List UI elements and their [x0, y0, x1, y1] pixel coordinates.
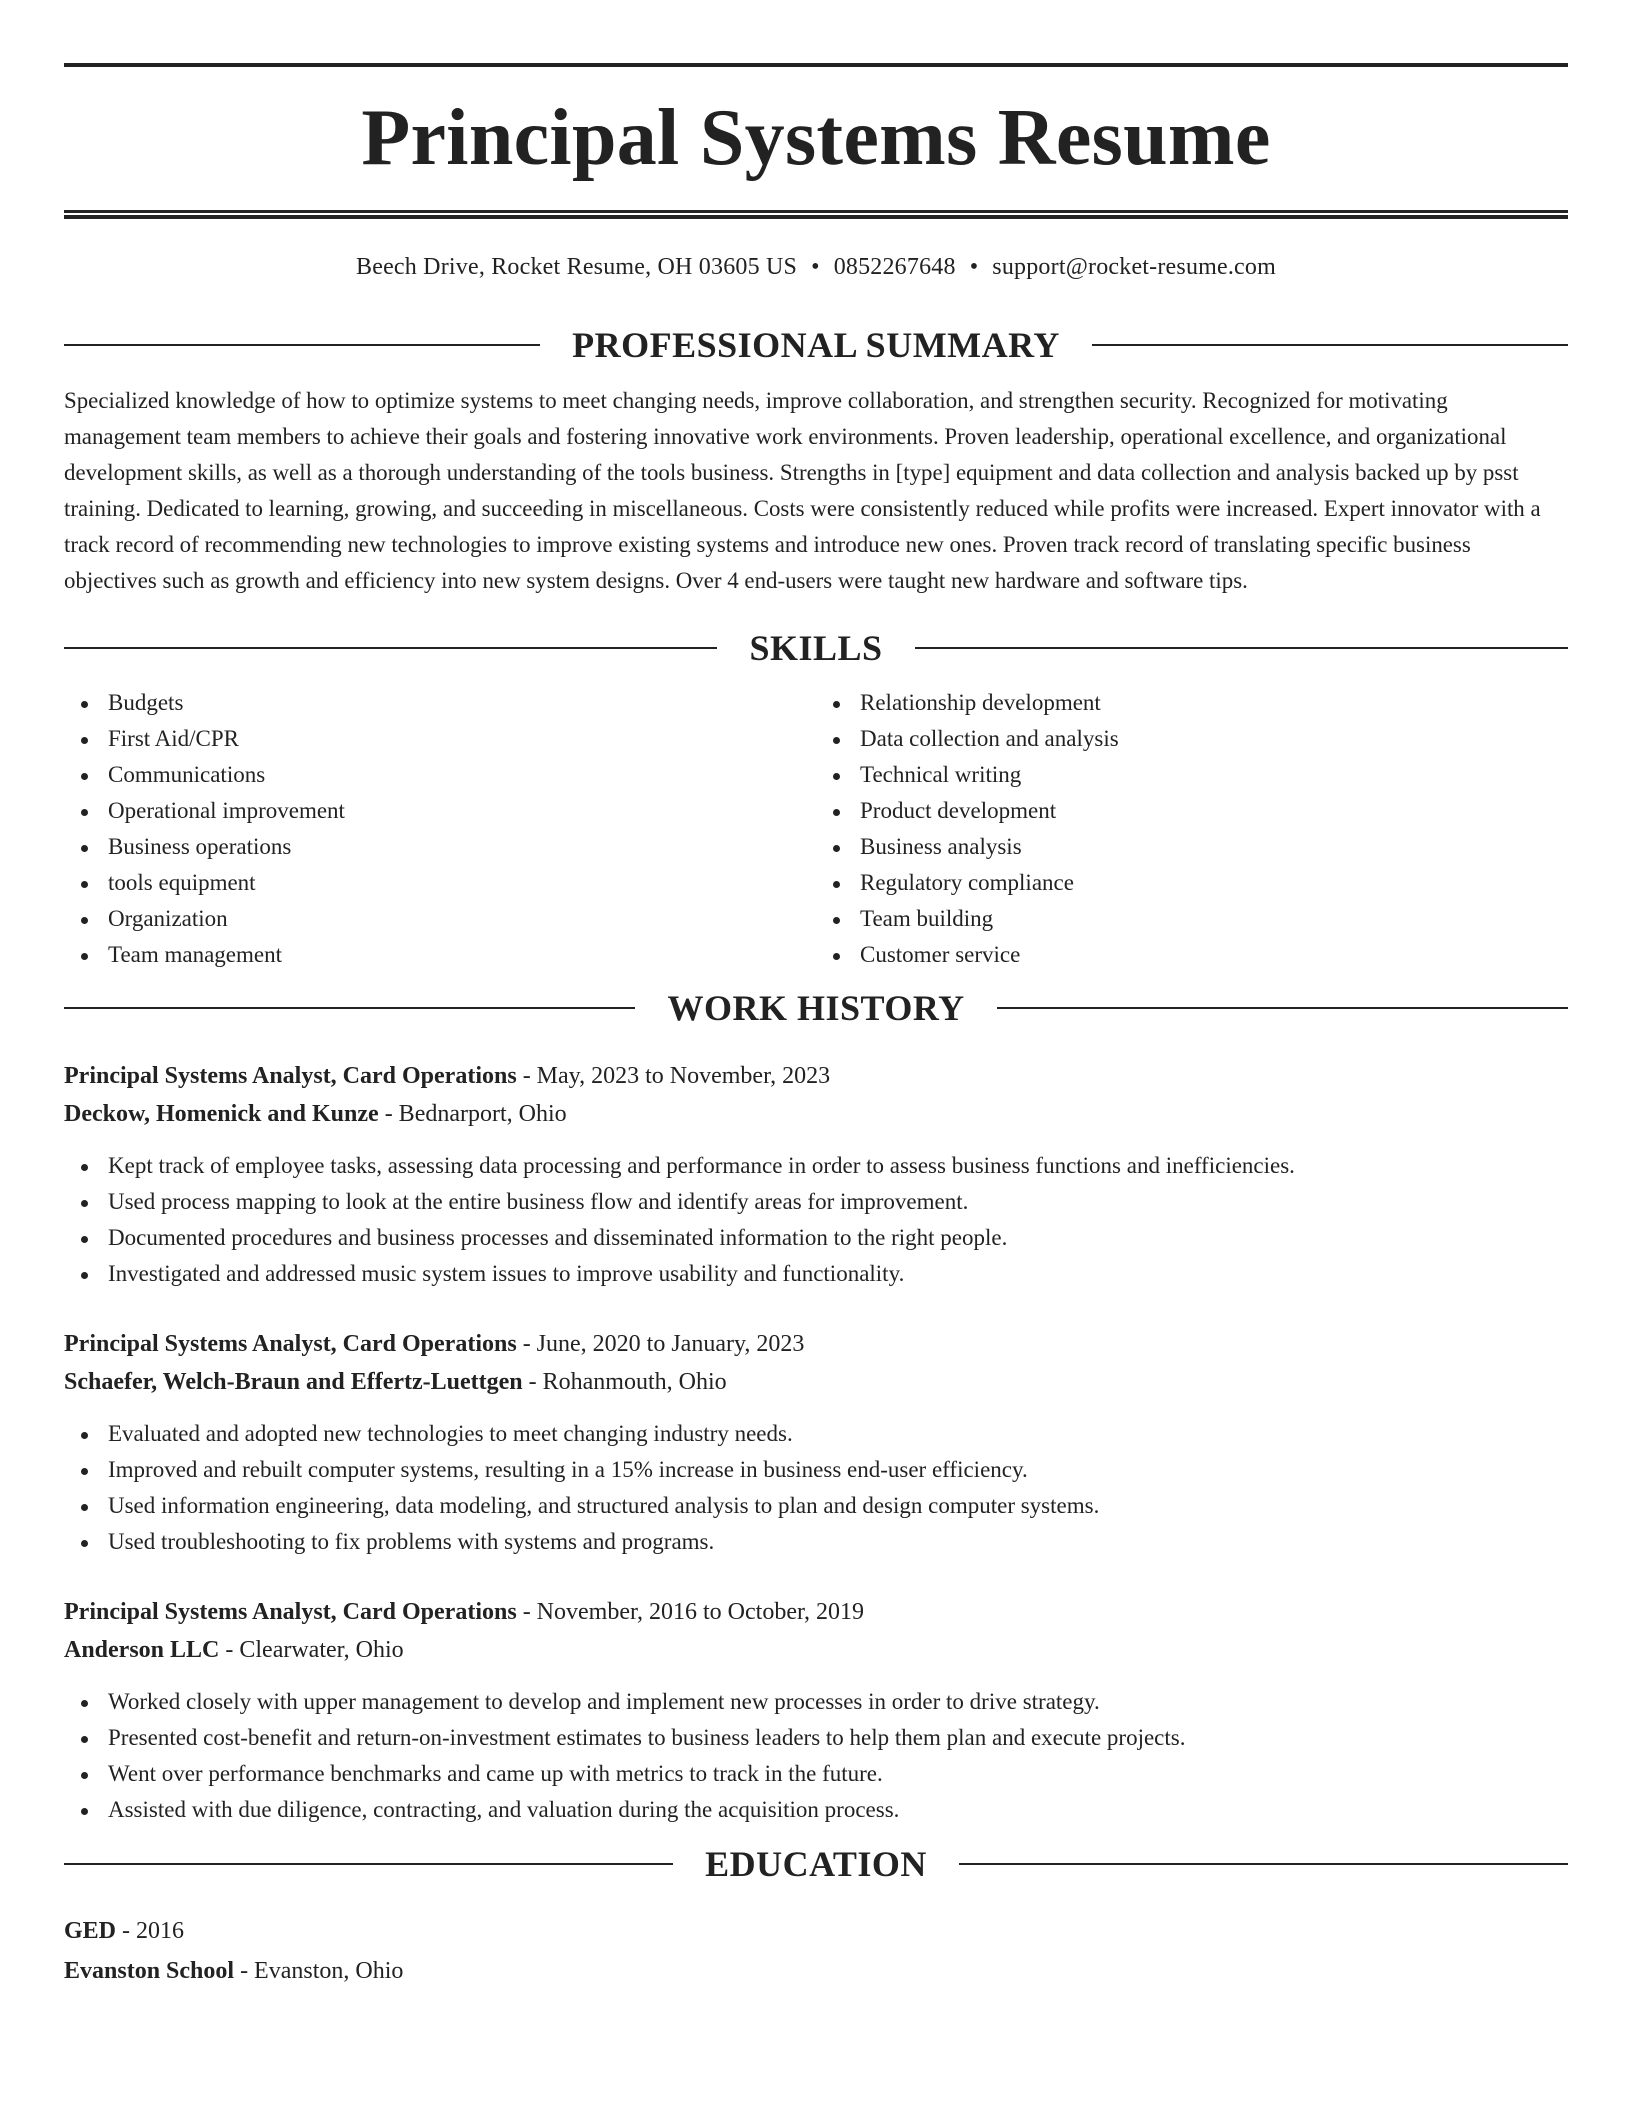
job-bullet: Used information engineering, data modeling, and structured analysis to plan and design computer systems.	[64, 1488, 1568, 1524]
job-entry	[64, 1325, 1568, 1560]
contact-separator: •	[811, 254, 820, 280]
skills-heading-text: SKILLS	[749, 628, 883, 668]
summary-text: Specialized knowledge of how to optimize systems to meet changing needs, improve collaboration, and strengthen security. Recognized for motivating management team members to achieve their goals and fostering innovative work environments. Proven leadership, operational excellence, and organizational development skills, as well as a thorough understanding of the tools business. Strengths in [type] equipment and data collection and analysis backed up by psst training. Dedicated to learning, growing, and succeeding in miscellaneous. Costs were consistently reduced while profits were increased. Expert innovator with a track record of recommending new technologies to improve existing systems and introduce new ones. Proven track record of translating specific business objectives such as growth and efficiency into new system designs. Over 4 end-users were taught new hardware and software tips.	[64, 388, 1541, 593]
job-company-line	[64, 1095, 1568, 1133]
job-location: - Rohanmouth, Ohio	[522, 1369, 727, 1395]
skill-item: tools equipment	[64, 865, 816, 901]
job-company: Deckow, Homenick and Kunze	[64, 1101, 379, 1127]
title-double-rule	[64, 210, 1568, 219]
skill-item: Relationship development	[816, 685, 1568, 721]
job-bullet: Worked closely with upper management to develop and implement new processes in order to drive strategy.	[64, 1684, 1568, 1720]
summary-heading-text: PROFESSIONAL SUMMARY	[572, 325, 1060, 365]
skill-item: Regulatory compliance	[816, 865, 1568, 901]
work-heading-text: WORK HISTORY	[667, 988, 965, 1028]
job-title: Principal Systems Analyst, Card Operations	[64, 1063, 517, 1089]
job-title: Principal Systems Analyst, Card Operations	[64, 1331, 517, 1357]
skill-item: Team management	[64, 937, 816, 973]
education-heading-text: EDUCATION	[705, 1844, 927, 1884]
education-school: Evanston School	[64, 1958, 235, 1984]
work-heading	[64, 988, 1568, 1028]
job-company-line	[64, 1631, 1568, 1669]
heading-rule-right	[997, 1007, 1568, 1009]
skill-item: Budgets	[64, 685, 816, 721]
education-degree-line	[64, 1911, 1568, 1951]
heading-rule-left	[64, 344, 540, 346]
summary-heading	[64, 325, 1568, 365]
job-bullet: Presented cost-benefit and return-on-investment estimates to business leaders to help them plan and execute projects.	[64, 1720, 1568, 1756]
skill-item: Communications	[64, 757, 816, 793]
contact-email: support@rocket-resume.com	[992, 254, 1276, 280]
job-dates: - May, 2023 to November, 2023	[516, 1063, 831, 1089]
job-bullet: Evaluated and adopted new technologies to meet changing industry needs.	[64, 1416, 1568, 1452]
skill-item: Team building	[816, 901, 1568, 937]
skill-item: Operational improvement	[64, 793, 816, 829]
skill-item: Business operations	[64, 829, 816, 865]
skill-item: Organization	[64, 901, 816, 937]
skills-list	[64, 685, 1568, 973]
job-bullet: Improved and rebuilt computer systems, resulting in a 15% increase in business end-user efficiency.	[64, 1452, 1568, 1488]
heading-rule-right	[959, 1863, 1568, 1865]
contact-line	[64, 252, 1568, 282]
job-bullet: Used process mapping to look at the entire business flow and identify areas for improvement.	[64, 1184, 1568, 1220]
heading-rule-right	[1092, 344, 1568, 346]
job-bullets	[64, 1416, 1568, 1560]
job-dates: - November, 2016 to October, 2019	[516, 1599, 865, 1625]
job-title-line	[64, 1057, 1568, 1095]
contact-separator: •	[969, 254, 979, 280]
job-bullets	[64, 1148, 1568, 1292]
contact-phone: 0852267648	[833, 254, 956, 280]
education-entry	[64, 1911, 1568, 1991]
skill-item: Data collection and analysis	[816, 721, 1568, 757]
job-location: - Bednarport, Ohio	[378, 1101, 567, 1127]
top-rule	[64, 63, 1568, 67]
job-title-line	[64, 1593, 1568, 1631]
skill-item: First Aid/CPR	[64, 721, 816, 757]
job-company: Schaefer, Welch-Braun and Effertz-Luettgen	[64, 1369, 523, 1395]
contact-address: Beech Drive, Rocket Resume, OH 03605 US	[356, 254, 798, 280]
skills-column-right	[816, 685, 1568, 973]
education-location: - Evanston, Ohio	[234, 1958, 404, 1984]
resume-title: Principal Systems Resume	[361, 94, 1271, 182]
job-dates: - June, 2020 to January, 2023	[516, 1331, 805, 1357]
heading-rule-left	[64, 1007, 635, 1009]
job-entry	[64, 1057, 1568, 1292]
job-title-line	[64, 1325, 1568, 1363]
job-company-line	[64, 1363, 1568, 1401]
skill-item: Business analysis	[816, 829, 1568, 865]
skill-item: Technical writing	[816, 757, 1568, 793]
job-company: Anderson LLC	[64, 1637, 220, 1663]
resume-page	[64, 63, 1568, 1991]
education-heading	[64, 1844, 1568, 1884]
heading-rule-left	[64, 1863, 673, 1865]
skill-item: Product development	[816, 793, 1568, 829]
job-bullet: Assisted with due diligence, contracting, and valuation during the acquisition process.	[64, 1792, 1568, 1828]
job-title: Principal Systems Analyst, Card Operations	[64, 1599, 517, 1625]
skills-heading	[64, 628, 1568, 668]
education-year: - 2016	[116, 1918, 185, 1944]
education-degree: GED	[64, 1918, 117, 1944]
skill-item: Customer service	[816, 937, 1568, 973]
job-bullets	[64, 1684, 1568, 1828]
job-bullet: Documented procedures and business processes and disseminated information to the right people.	[64, 1220, 1568, 1256]
job-bullet: Investigated and addressed music system issues to improve usability and functionality.	[64, 1256, 1568, 1292]
job-entry	[64, 1593, 1568, 1828]
job-bullet: Kept track of employee tasks, assessing data processing and performance in order to assess business functions and inefficiencies.	[64, 1148, 1568, 1184]
job-bullet: Went over performance benchmarks and came up with metrics to track in the future.	[64, 1756, 1568, 1792]
heading-rule-left	[64, 647, 717, 649]
skills-column-left	[64, 685, 816, 973]
heading-rule-right	[915, 647, 1568, 649]
education-school-line	[64, 1951, 1568, 1991]
job-location: - Clearwater, Ohio	[219, 1637, 404, 1663]
job-bullet: Used troubleshooting to fix problems with systems and programs.	[64, 1524, 1568, 1560]
